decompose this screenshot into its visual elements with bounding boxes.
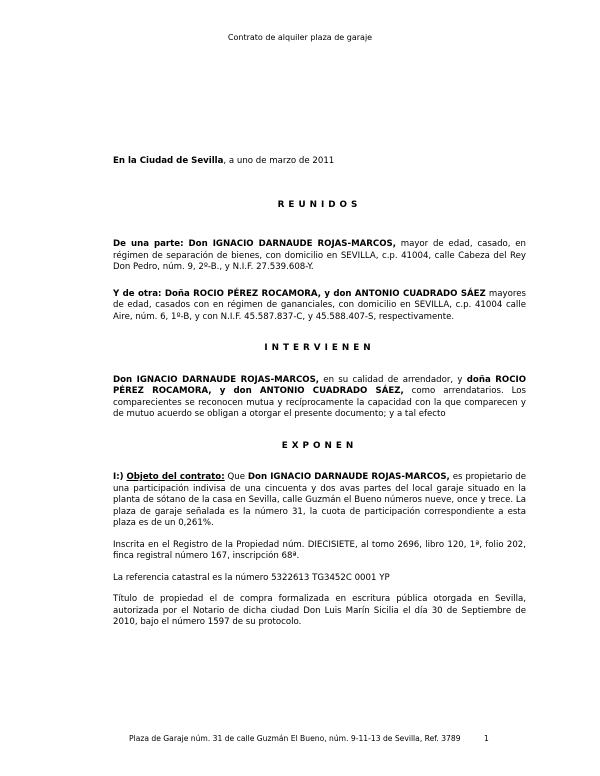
party2-text: mayores de edad, casados con en régimen de gananciales, con domicilio en SEVILLA, c.p. 41004 calle Aire, núm. 6, 1º-B, y con N.I.F. 45.587.837-C, y 45.588.407-S, respectivamente. (113, 288, 526, 322)
intro-place: En la Ciudad de Sevilla (113, 156, 224, 166)
party1-text: mayor de edad, casado, en régimen de separación de bienes, con domicilio en SEVILLA, c.p. 41004, calle Cabeza del Rey Don Pedro, núm. 9, 2º-B., y N.I.F. 27.539.608-Y. (113, 239, 526, 272)
intervienen-name1: Don IGNACIO DARNAUDE ROJAS-MARCOS, (113, 374, 320, 385)
party1-paragraph (113, 239, 526, 274)
document-header (0, 33, 600, 42)
intervienen-name2: doña ROCIO PÉREZ ROCAMORA, y don ANTONIO CUADRADO SÁEZ, (113, 374, 526, 396)
heading-exponen: EXPONEN (281, 440, 358, 451)
heading-reunidos: REUNIDOS (277, 199, 362, 210)
item-text1: Que (224, 472, 248, 482)
heading-intervienen: INTERVIENEN (264, 343, 375, 353)
exponen-item-paragraph (113, 472, 526, 530)
intervienen-paragraph (113, 375, 526, 421)
title-deed-paragraph: Título de propiedad el de compra formalizada en escritura pública otorgada en Sevilla, autorizada por el Notario de dicha ciudad Don Luis Marín Sicilia el día 30 de Septiembre de 2010, bajo el número 1597 de su protocolo. (113, 594, 526, 627)
registry-paragraph: Inscrita en el Registro de la Propiedad núm. DIECISIETE, al tomo 2696, libro 120, 1ª, folio 202, finca registral número 167, inscripción 68ª. (113, 539, 526, 561)
item-name: Don IGNACIO DARNAUDE ROJAS-MARCOS, (247, 472, 450, 482)
footer-text: Plaza de Garaje núm. 31 de calle Guzmán El Bueno, núm. 9-11-13 de Sevilla, Ref. 3789 (129, 734, 461, 743)
party1-lead: De una parte: Don IGNACIO DARNAUDE ROJAS-MARCOS, (113, 239, 396, 249)
page-number: 1 (484, 734, 489, 743)
party2-lead: Y de otra: Doña ROCIO PÉREZ ROCAMORA, y don ANTONIO CUADRADO SÁEZ (113, 288, 486, 299)
item-text2: es propietario de una participación indivisa de una cincuenta y dos avas partes del local garaje situado en la planta de sótano de la casa en Sevilla, calle Guzmán el Bueno números nueve, once y trece. La plaza de garaje señalada es la número 31, la cuota de participación correspondiente a esta plaza es de un 0,261%. (113, 472, 526, 528)
party2-paragraph (113, 289, 526, 324)
intervienen-text2: como arrendatarios. Los comparecientes se reconocen mutua y recíprocamente la capacidad con la que comparecen y de mutuo acuerdo se obligan a otorgar el presente documento; y a tal efecto (113, 386, 526, 419)
header-title: Contrato de alquiler plaza de garaje (227, 33, 373, 42)
intro-paragraph (113, 156, 526, 168)
item-number: I:) (113, 472, 124, 482)
intro-date: , a uno de marzo de 2011 (223, 156, 335, 166)
item-label: Objeto del contrato: (126, 472, 225, 482)
document-body (113, 156, 526, 629)
cadastral-paragraph: La referencia catastral es la número 5322613 TG3452C 0001 YP (113, 572, 390, 583)
document-footer (129, 734, 461, 743)
intervienen-text1: en su calidad de arrendador, y (319, 374, 467, 385)
